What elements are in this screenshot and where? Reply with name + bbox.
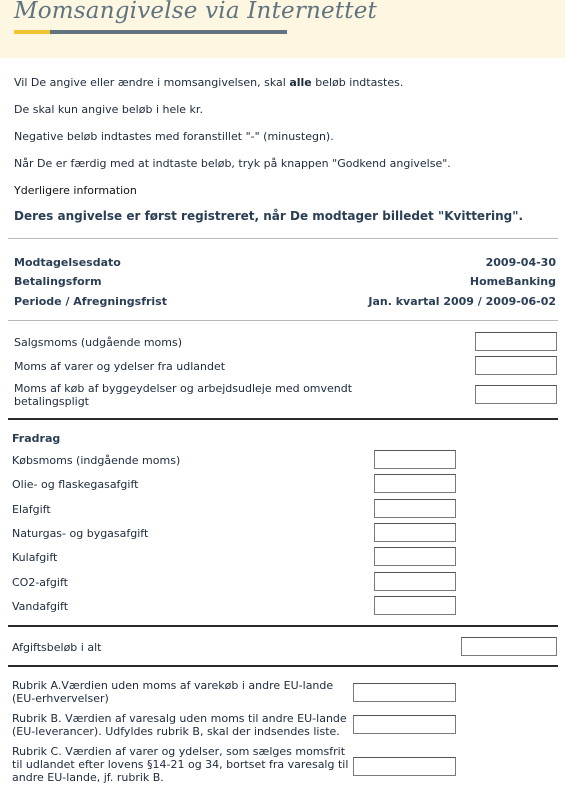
kulafgift-input[interactable]	[374, 547, 456, 566]
fradrag-label-vand: Vandafgift	[12, 600, 69, 613]
olie-flaskegas-input[interactable]	[374, 474, 456, 493]
section-divider	[8, 625, 558, 627]
vandafgift-input[interactable]	[374, 596, 456, 615]
payment-method-label: Betalingsform	[14, 275, 102, 288]
fradrag-heading: Fradrag	[12, 432, 61, 445]
total-label: Afgiftsbeløb i alt	[12, 641, 102, 654]
period-value: Jan. kvartal 2009 / 2009-06-02	[368, 295, 556, 308]
co2-afgift-input[interactable]	[374, 572, 456, 591]
page-title: Momsangivelse via Internettet	[14, 0, 377, 24]
elafgift-input[interactable]	[374, 499, 456, 518]
moms-udland-input[interactable]	[475, 356, 557, 375]
intro-line-2: De skal kun angive beløb i hele kr.	[14, 103, 203, 116]
rubrik-a-input[interactable]	[353, 683, 456, 702]
rubrik-c-input[interactable]	[353, 757, 456, 776]
moms-udland-label: Moms af varer og ydelser fra udlandet	[14, 360, 226, 373]
moms-bygge-input[interactable]	[475, 385, 557, 404]
intro-line-3: Negative beløb indtastes med foranstillet "-" (minustegn).	[14, 130, 334, 143]
section-divider	[8, 418, 558, 420]
title-underline	[50, 30, 287, 34]
salgsmoms-label: Salgsmoms (udgående moms)	[14, 336, 183, 349]
fradrag-label-kul: Kulafgift	[12, 551, 58, 564]
fradrag-label-olie: Olie- og flaskegasafgift	[12, 478, 139, 491]
payment-method-value: HomeBanking	[469, 275, 556, 288]
rubrik-b-label: Rubrik B. Værdien af varesalg uden moms til andre EU-lande (EU-leverancer). Udfyldes rubrik B, skal der indsendes liste.	[12, 712, 347, 738]
rubrik-a-label: Rubrik A.Værdien uden moms af varekøb i andre EU-lande (EU-erhvervelser)	[12, 679, 334, 705]
more-info-link[interactable]: Yderligere information	[14, 184, 137, 197]
fradrag-label-co2: CO2-afgift	[12, 576, 68, 589]
naturgas-input[interactable]	[374, 523, 456, 542]
title-underline-accent	[14, 30, 50, 34]
rubrik-b-input[interactable]	[353, 715, 456, 734]
salgsmoms-input[interactable]	[475, 332, 557, 351]
kobsmoms-input[interactable]	[374, 450, 456, 469]
divider	[8, 320, 558, 321]
section-divider	[8, 665, 558, 667]
moms-bygge-label: Moms af køb af byggeydelser og arbejdsudleje med omvendt betalingspligt	[14, 382, 353, 408]
total-input[interactable]	[461, 637, 557, 656]
intro-bold-word: alle	[289, 76, 312, 89]
page-header	[0, 0, 565, 58]
fradrag-label-naturgas: Naturgas- og bygasafgift	[12, 527, 149, 540]
received-date-value: 2009-04-30	[485, 256, 556, 269]
received-date-label: Modtagelsesdato	[14, 256, 121, 269]
intro-line-4: Når De er færdig med at indtaste beløb, tryk på knappen "Godkend angivelse".	[14, 157, 451, 170]
fradrag-label-el: Elafgift	[12, 503, 51, 516]
period-label: Periode / Afregningsfrist	[14, 295, 167, 308]
registration-notice: Deres angivelse er først registreret, når De modtager billedet "Kvittering".	[14, 209, 524, 223]
fradrag-label-kobsmoms: Købsmoms (indgående moms)	[12, 454, 181, 467]
rubrik-c-label: Rubrik C. Værdien af varer og ydelser, som sælges momsfrit til udlandet efter lovens §14-21 og 34, bortset fra varesalg til andre EU-lande, jf. rubrik B.	[12, 745, 349, 784]
divider	[8, 238, 558, 239]
intro-line-1: Vil De angive eller ændre i momsangivelsen, skal alle beløb indtastes.	[14, 76, 404, 89]
